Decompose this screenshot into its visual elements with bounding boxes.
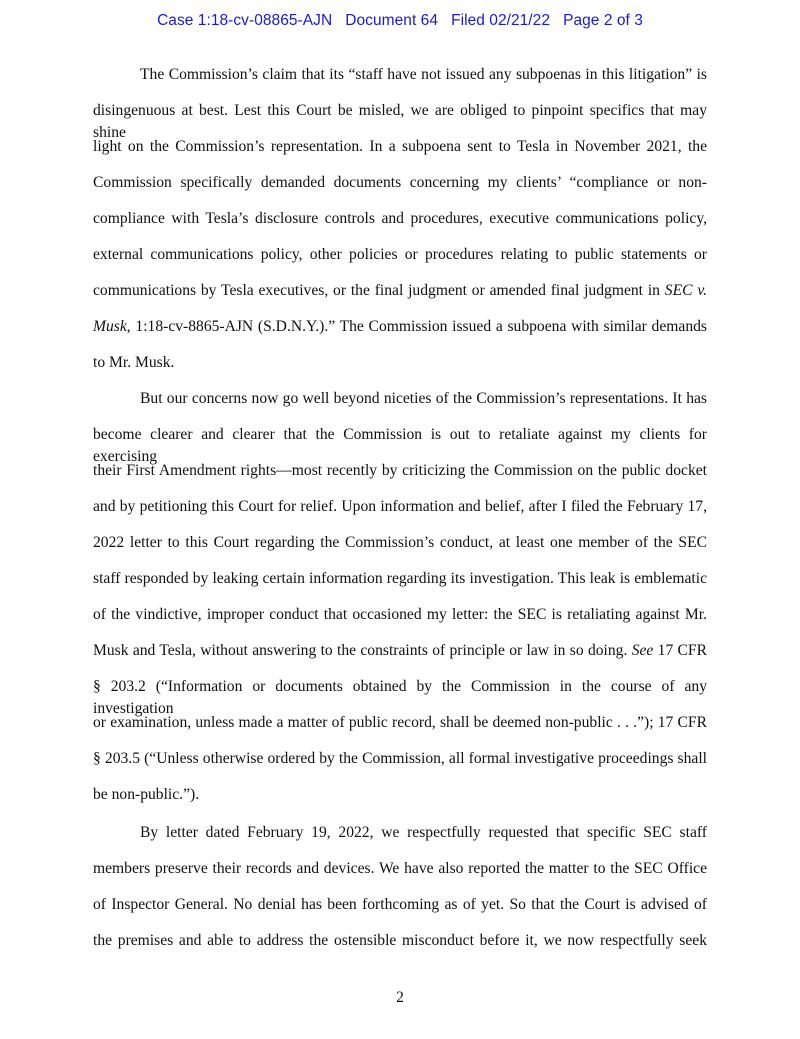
text-line: staff responded by leaking certain information regarding its investigation. This leak is emblematic — [93, 570, 707, 587]
text-line: the premises and able to address the ostensible misconduct before it, we now respectfully seek — [93, 932, 707, 949]
text-line: Musk, 1:18-cv-8865-AJN (S.D.N.Y.).” The Commission issued a subpoena with similar demands — [93, 318, 707, 335]
text-line: Commission specifically demanded documents concerning my clients’ “compliance or non- — [93, 174, 707, 191]
text-line: § 203.5 (“Unless otherwise ordered by the Commission, all formal investigative proceedings shall — [93, 750, 707, 767]
text-line: light on the Commission’s representation. In a subpoena sent to Tesla in November 2021, the — [93, 138, 707, 155]
text-line: But our concerns now go well beyond niceties of the Commission’s representations. It has — [140, 390, 707, 407]
text-line: disingenuous at best. Lest this Court be misled, we are obliged to pinpoint specifics that may shine — [93, 102, 707, 141]
text-line: be non-public.”). — [93, 786, 200, 803]
text-line: of the vindictive, improper conduct that occasioned my letter: the SEC is retaliating against Mr. — [93, 606, 707, 623]
signal-see-italic: See — [631, 642, 654, 659]
text-line: § 203.2 (“Information or documents obtained by the Commission in the course of any investigation — [93, 678, 707, 717]
text-line: to Mr. Musk. — [93, 354, 175, 371]
text-line: external communications policy, other policies or procedures relating to public statements or — [93, 246, 707, 263]
text-line: Musk and Tesla, without answering to the constraints of principle or law in so doing. See 17 CFR — [93, 642, 708, 659]
text-line: compliance with Tesla’s disclosure controls and procedures, executive communications policy, — [93, 210, 707, 227]
text-line: of Inspector General. No denial has been forthcoming as of yet. So that the Court is advised of — [93, 896, 707, 913]
page-number: 2 — [396, 989, 404, 1006]
case-citation-italic: SEC v. — [664, 282, 707, 299]
text-line: become clearer and clearer that the Commission is out to retaliate against my clients for exercising — [93, 426, 707, 465]
text-line: members preserve their records and devices. We have also reported the matter to the SEC Office — [93, 860, 707, 877]
text-line: The Commission’s claim that its “staff have not issued any subpoenas in this litigation” is — [140, 66, 707, 83]
ecf-filing-header: Case 1:18-cv-08865-AJN Document 64 Filed 02/21/22 Page 2 of 3 — [157, 12, 643, 29]
text-line: 2022 letter to this Court regarding the Commission’s conduct, at least one member of the SEC — [93, 534, 707, 551]
case-citation-italic: Musk — [93, 318, 127, 335]
text-line: their First Amendment rights—most recently by criticizing the Commission on the public docket — [93, 462, 707, 479]
text-line: or examination, unless made a matter of public record, shall be deemed non-public . . .”); 17 CFR — [93, 714, 707, 731]
text-line: communications by Tesla executives, or the final judgment or amended final judgment in SEC v. — [93, 282, 707, 299]
text-line: By letter dated February 19, 2022, we respectfully requested that specific SEC staff — [140, 824, 707, 841]
text-line: and by petitioning this Court for relief. Upon information and belief, after I filed the February 17, — [93, 498, 707, 515]
